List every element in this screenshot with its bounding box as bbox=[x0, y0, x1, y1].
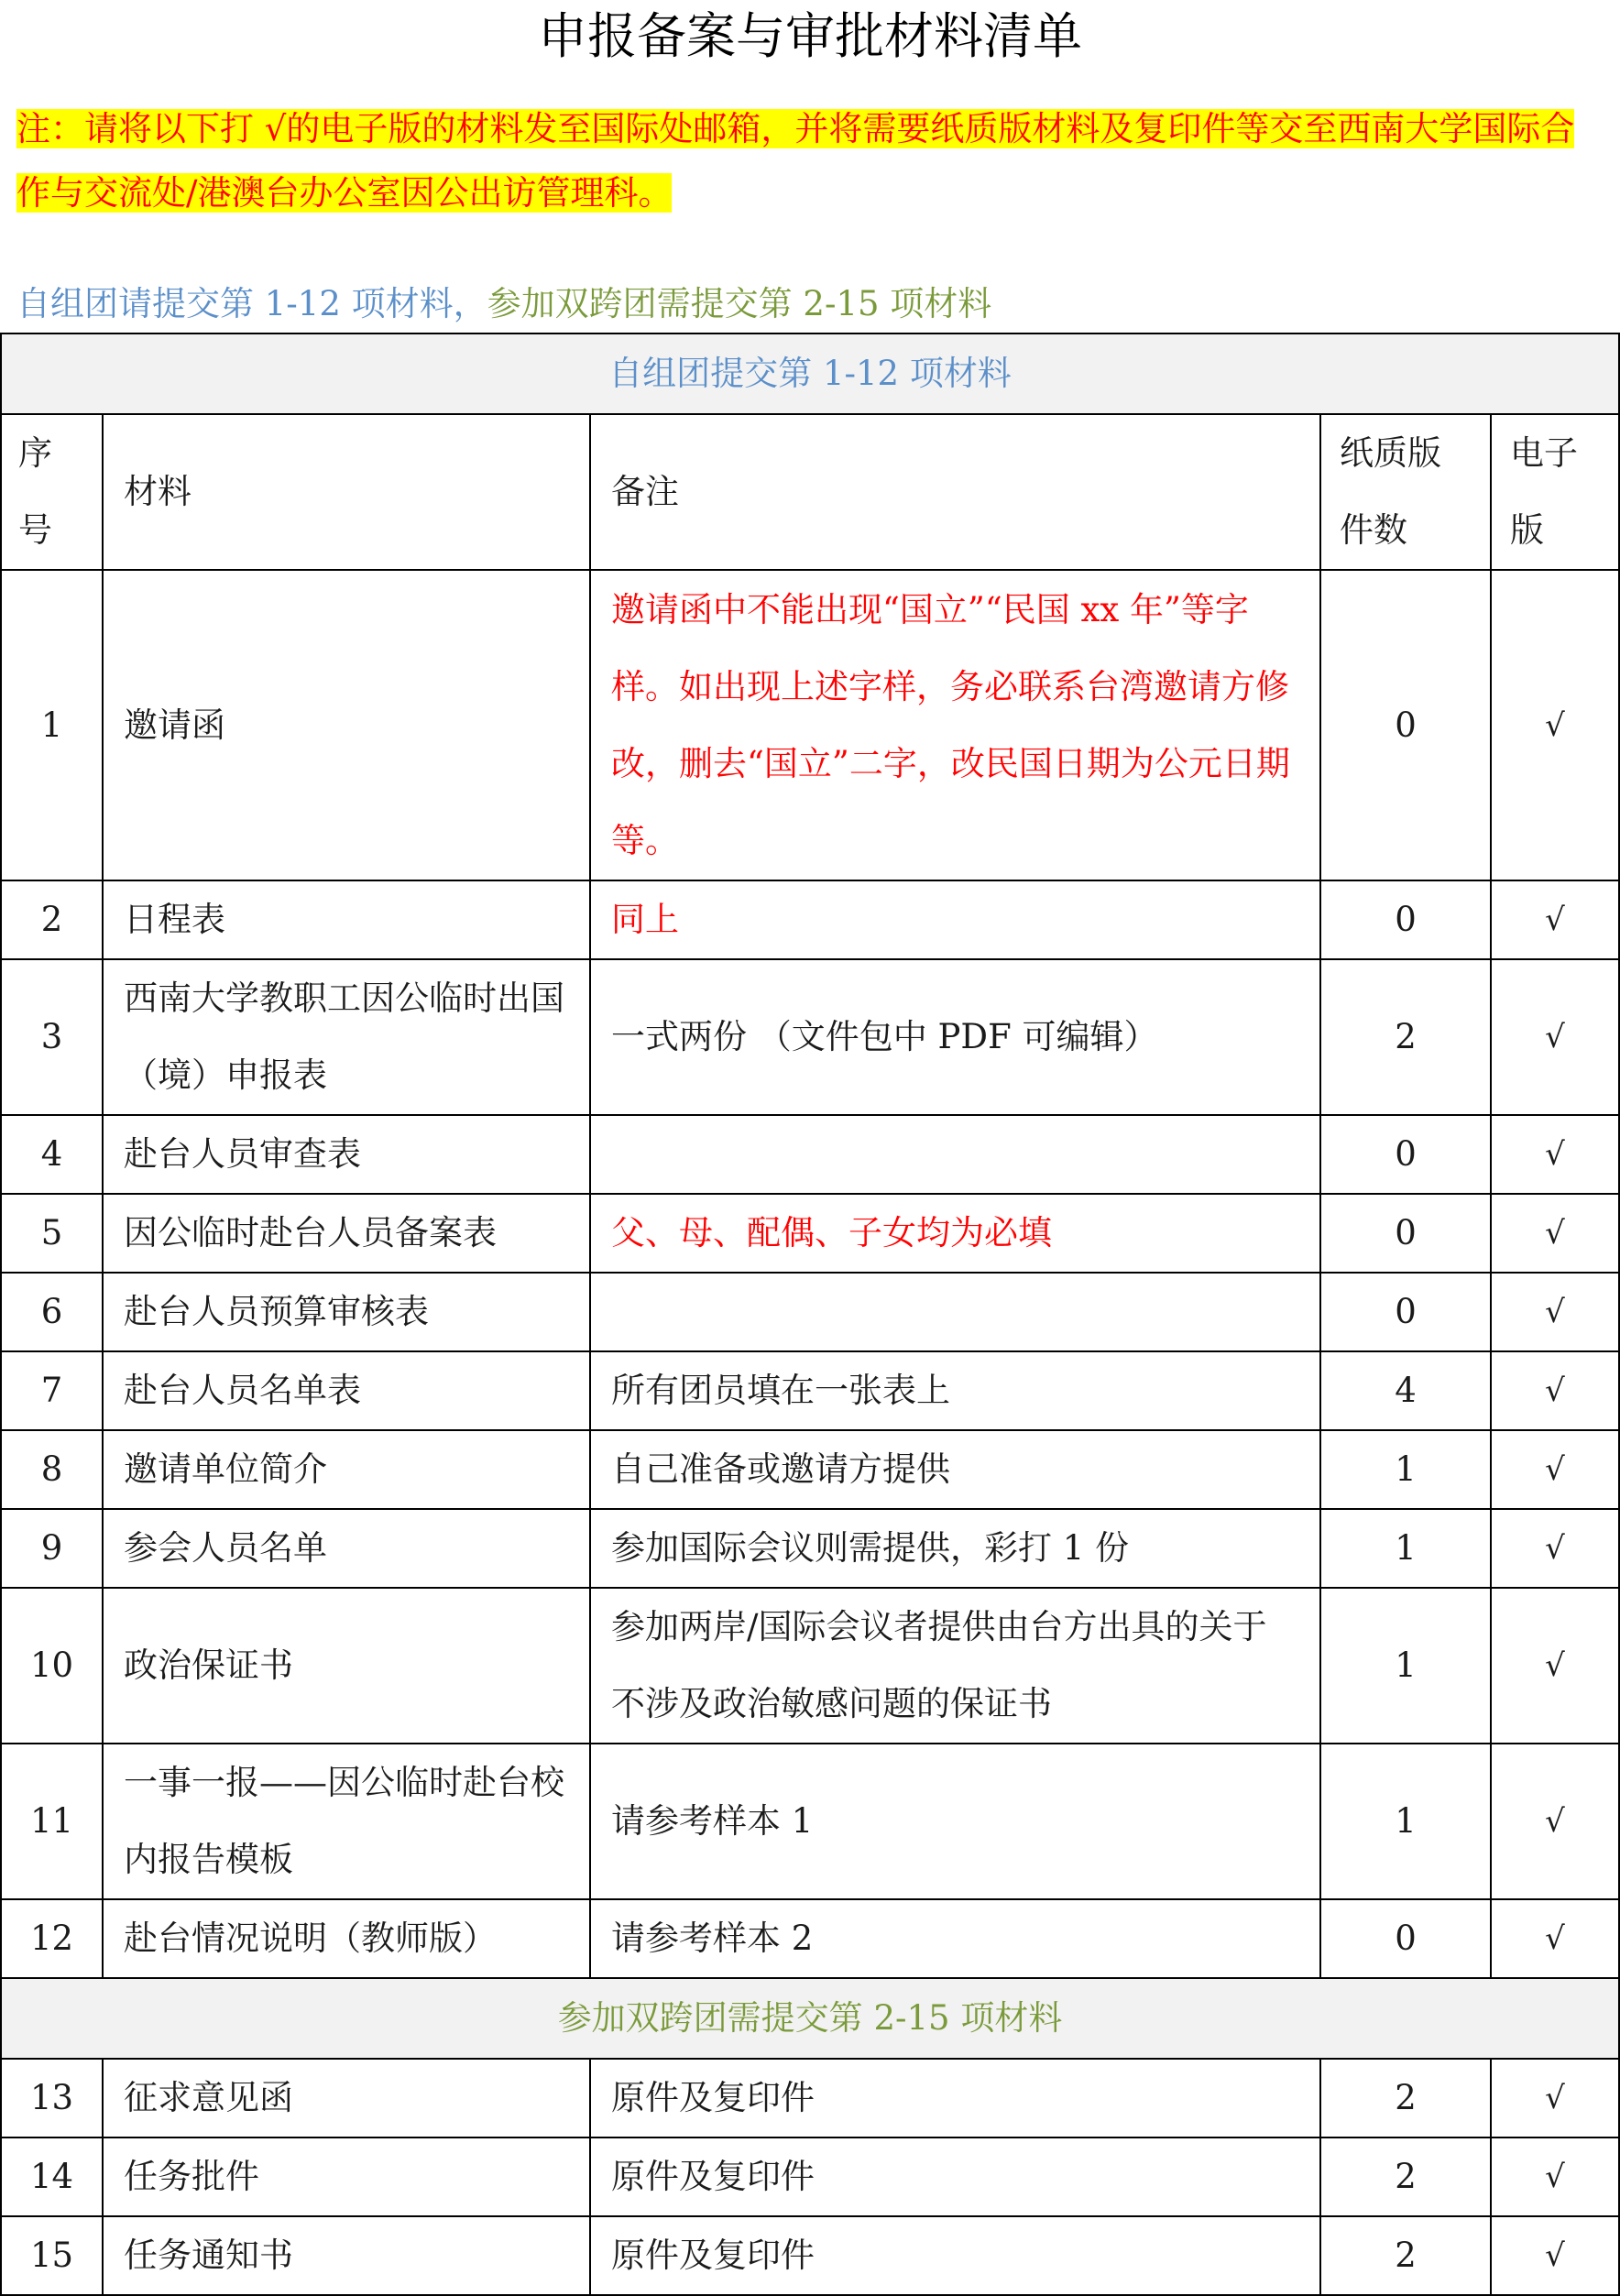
row-electronic-check: √ bbox=[1491, 2059, 1619, 2137]
row-electronic-check: √ bbox=[1491, 570, 1619, 880]
row-number: 8 bbox=[1, 1430, 103, 1509]
table-row bbox=[1, 1273, 1619, 1351]
row-paper-count: 0 bbox=[1320, 1273, 1491, 1351]
row-electronic-check: √ bbox=[1491, 959, 1619, 1115]
row-note: 同上 bbox=[590, 880, 1320, 959]
row-note: 一式两份 （文件包中 PDF 可编辑） bbox=[590, 959, 1320, 1115]
row-paper-count: 0 bbox=[1320, 1899, 1491, 1978]
table-row bbox=[1, 1899, 1619, 1978]
row-number: 4 bbox=[1, 1115, 103, 1194]
table-row bbox=[1, 570, 1619, 880]
row-number: 12 bbox=[1, 1899, 103, 1978]
row-number: 13 bbox=[1, 2059, 103, 2137]
table-row bbox=[1, 1744, 1619, 1899]
row-material: 任务通知书 bbox=[103, 2216, 590, 2295]
table-row bbox=[1, 1588, 1619, 1744]
row-number: 11 bbox=[1, 1744, 103, 1899]
row-paper-count: 0 bbox=[1320, 570, 1491, 880]
row-note: 父、母、配偶、子女均为必填 bbox=[590, 1194, 1320, 1273]
row-paper-count: 0 bbox=[1320, 1194, 1491, 1273]
instruction-self-group: 自组团请提交第 1-12 项材料， bbox=[16, 284, 487, 323]
row-paper-count: 2 bbox=[1320, 2216, 1491, 2295]
row-note: 自己准备或邀请方提供 bbox=[590, 1430, 1320, 1509]
row-electronic-check: √ bbox=[1491, 1588, 1619, 1744]
row-note: 原件及复印件 bbox=[590, 2059, 1320, 2137]
row-material: 邀请函 bbox=[103, 570, 590, 880]
row-number: 6 bbox=[1, 1273, 103, 1351]
row-number: 10 bbox=[1, 1588, 103, 1744]
row-number: 2 bbox=[1, 880, 103, 959]
row-note bbox=[590, 1115, 1320, 1194]
row-electronic-check: √ bbox=[1491, 1351, 1619, 1430]
row-paper-count: 4 bbox=[1320, 1351, 1491, 1430]
notice-highlight: 注：请将以下打 √的电子版的材料发至国际处邮箱，并将需要纸质版材料及复印件等交至西南大学国际合作与交流处/港澳台办公室因公出访管理科。 bbox=[16, 109, 1575, 213]
section-title-self-group: 自组团提交第 1-12 项材料 bbox=[1, 333, 1619, 414]
page-title: 申报备案与审批材料清单 bbox=[538, 7, 1082, 65]
row-note: 请参考样本 2 bbox=[590, 1899, 1320, 1978]
row-material: 西南大学教职工因公临时出国（境）申报表 bbox=[103, 959, 590, 1115]
materials-table bbox=[0, 333, 1620, 2296]
row-material: 政治保证书 bbox=[103, 1588, 590, 1744]
row-electronic-check: √ bbox=[1491, 1899, 1619, 1978]
row-note: 参加两岸/国际会议者提供由台方出具的关于不涉及政治敏感问题的保证书 bbox=[590, 1588, 1320, 1744]
header-material: 材料 bbox=[103, 414, 590, 570]
table-row bbox=[1, 1115, 1619, 1194]
header-note: 备注 bbox=[590, 414, 1320, 570]
section-title-dual-group: 参加双跨团需提交第 2-15 项材料 bbox=[1, 1978, 1619, 2059]
row-paper-count: 2 bbox=[1320, 959, 1491, 1115]
row-paper-count: 2 bbox=[1320, 2059, 1491, 2137]
header-electronic: 电子版 bbox=[1491, 414, 1619, 570]
row-paper-count: 0 bbox=[1320, 880, 1491, 959]
row-paper-count: 2 bbox=[1320, 2137, 1491, 2216]
row-material: 邀请单位简介 bbox=[103, 1430, 590, 1509]
row-material: 赴台人员预算审核表 bbox=[103, 1273, 590, 1351]
row-number: 15 bbox=[1, 2216, 103, 2295]
row-electronic-check: √ bbox=[1491, 880, 1619, 959]
table-row bbox=[1, 959, 1619, 1115]
row-electronic-check: √ bbox=[1491, 2137, 1619, 2216]
row-number: 14 bbox=[1, 2137, 103, 2216]
row-material: 一事一报——因公临时赴台校内报告模板 bbox=[103, 1744, 590, 1899]
row-electronic-check: √ bbox=[1491, 1430, 1619, 1509]
row-paper-count: 1 bbox=[1320, 1509, 1491, 1588]
row-note bbox=[590, 1273, 1320, 1351]
table-row bbox=[1, 2137, 1619, 2216]
row-material: 日程表 bbox=[103, 880, 590, 959]
table-row bbox=[1, 880, 1619, 959]
row-paper-count: 1 bbox=[1320, 1588, 1491, 1744]
row-electronic-check: √ bbox=[1491, 1509, 1619, 1588]
row-material: 赴台情况说明（教师版） bbox=[103, 1899, 590, 1978]
row-paper-count: 1 bbox=[1320, 1430, 1491, 1509]
table-row bbox=[1, 2059, 1619, 2137]
submission-instruction bbox=[16, 275, 991, 333]
row-note: 所有团员填在一张表上 bbox=[590, 1351, 1320, 1430]
row-electronic-check: √ bbox=[1491, 1744, 1619, 1899]
row-electronic-check: √ bbox=[1491, 1273, 1619, 1351]
row-note: 邀请函中不能出现“国立”“民国 xx 年”等字样。如出现上述字样，务必联系台湾邀请方修改，删去“国立”二字，改民国日期为公元日期等。 bbox=[590, 570, 1320, 880]
row-paper-count: 1 bbox=[1320, 1744, 1491, 1899]
row-number: 5 bbox=[1, 1194, 103, 1273]
row-note: 请参考样本 1 bbox=[590, 1744, 1320, 1899]
section-header-dual-group bbox=[1, 1978, 1619, 2059]
table-row bbox=[1, 2216, 1619, 2295]
instruction-dual-group: 参加双跨团需提交第 2-15 项材料 bbox=[487, 284, 992, 323]
section-header-self-group bbox=[1, 333, 1619, 414]
header-paper-count: 纸质版件数 bbox=[1320, 414, 1491, 570]
table-row bbox=[1, 1430, 1619, 1509]
row-electronic-check: √ bbox=[1491, 2216, 1619, 2295]
row-material: 因公临时赴台人员备案表 bbox=[103, 1194, 590, 1273]
table-row bbox=[1, 1509, 1619, 1588]
row-note: 原件及复印件 bbox=[590, 2137, 1320, 2216]
table-header-row bbox=[1, 414, 1619, 570]
row-note: 原件及复印件 bbox=[590, 2216, 1320, 2295]
row-paper-count: 0 bbox=[1320, 1115, 1491, 1194]
row-material: 任务批件 bbox=[103, 2137, 590, 2216]
row-material: 征求意见函 bbox=[103, 2059, 590, 2137]
row-material: 赴台人员审查表 bbox=[103, 1115, 590, 1194]
row-number: 3 bbox=[1, 959, 103, 1115]
row-number: 9 bbox=[1, 1509, 103, 1588]
table-row bbox=[1, 1194, 1619, 1273]
table-row bbox=[1, 1351, 1619, 1430]
row-material: 赴台人员名单表 bbox=[103, 1351, 590, 1430]
row-electronic-check: √ bbox=[1491, 1115, 1619, 1194]
row-note: 参加国际会议则需提供，彩打 1 份 bbox=[590, 1509, 1320, 1588]
row-number: 1 bbox=[1, 570, 103, 880]
row-electronic-check: √ bbox=[1491, 1194, 1619, 1273]
row-material: 参会人员名单 bbox=[103, 1509, 590, 1588]
notice-text bbox=[16, 97, 1607, 225]
header-no: 序号 bbox=[1, 414, 103, 570]
row-number: 7 bbox=[1, 1351, 103, 1430]
